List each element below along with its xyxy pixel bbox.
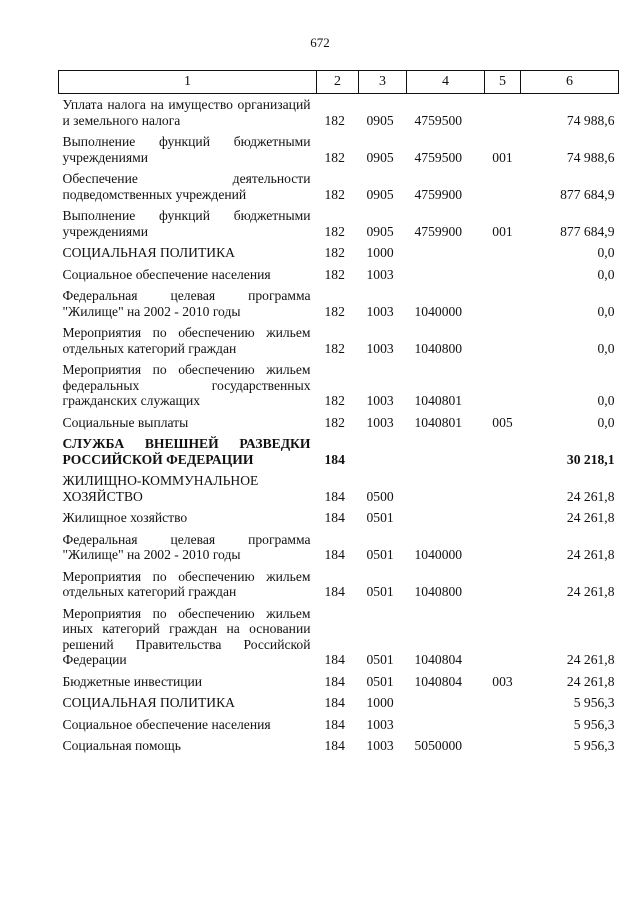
row-amount: 0,0 — [597, 266, 615, 282]
table-row — [59, 507, 619, 529]
row-expense-type — [485, 735, 521, 757]
row-amount: 24 261,8 — [566, 652, 615, 667]
table-header-row — [59, 71, 619, 94]
row-target-code — [407, 692, 485, 714]
column-header-1: 1 — [59, 71, 317, 94]
table-row — [59, 433, 619, 470]
row-amount: 24 261,8 — [566, 673, 615, 689]
row-name: Уплата налога на имущество организаций и земельного налога — [62, 97, 311, 128]
row-section-code: 1003 — [366, 716, 394, 732]
row-section-code: 1000 — [366, 695, 394, 710]
row-admin-code: 184 — [324, 510, 345, 525]
row-expense-type: 003 — [492, 673, 513, 689]
column-header-4: 4 — [407, 71, 485, 94]
row-target-code — [407, 433, 485, 470]
row-target-code: 1040800 — [414, 340, 463, 356]
row-amount: 5 956,3 — [573, 716, 615, 732]
row-name: Мероприятия по обеспечению жильем иных категорий граждан на основании решений Правительства Российской Федерации — [62, 605, 311, 667]
row-section-code: 0905 — [366, 186, 394, 202]
row-name: Бюджетные инвестиции — [62, 673, 203, 689]
row-section-code: 0501 — [366, 547, 394, 562]
column-header-5: 5 — [485, 71, 521, 94]
row-target-code: 1040804 — [414, 652, 463, 667]
row-expense-type — [485, 264, 521, 286]
row-name: СОЦИАЛЬНАЯ ПОЛИТИКА — [62, 245, 235, 260]
row-admin-code: 184 — [324, 738, 345, 753]
row-amount: 30 218,1 — [566, 451, 615, 467]
row-expense-type — [485, 359, 521, 412]
row-admin-code: 182 — [324, 223, 345, 239]
row-name: Мероприятия по обеспечению жильем отдельных категорий граждан — [62, 568, 311, 599]
table-row — [59, 735, 619, 757]
row-section-code: 1003 — [366, 266, 394, 282]
row-amount: 24 261,8 — [566, 547, 615, 562]
row-admin-code: 184 — [324, 652, 345, 667]
row-admin-code: 184 — [324, 584, 345, 599]
row-target-code: 1040000 — [414, 547, 463, 562]
table-row — [59, 671, 619, 693]
table-row — [59, 692, 619, 714]
row-target-code: 4759900 — [414, 186, 463, 202]
row-name: Социальная помощь — [62, 738, 181, 753]
row-expense-type: 001 — [492, 149, 513, 165]
row-admin-code: 182 — [324, 393, 345, 408]
row-name: Обеспечение деятельности подведомственных учреждений — [62, 171, 311, 202]
row-name: СОЦИАЛЬНАЯ ПОЛИТИКА — [62, 695, 235, 710]
row-target-code: 1040801 — [414, 414, 463, 430]
row-section-code — [359, 433, 407, 470]
row-expense-type — [485, 242, 521, 264]
row-target-code — [407, 470, 485, 507]
row-admin-code: 184 — [324, 451, 345, 467]
row-name: Мероприятия по обеспечению жильем федеральных государственных гражданских служащих — [62, 362, 311, 408]
row-expense-type — [485, 529, 521, 566]
row-target-code — [407, 242, 485, 264]
row-target-code: 4759500 — [414, 112, 463, 128]
row-admin-code: 182 — [324, 414, 345, 430]
row-admin-code: 182 — [324, 303, 345, 319]
row-target-code — [407, 507, 485, 529]
row-target-code — [407, 714, 485, 736]
row-name: ЖИЛИЩНО-КОММУНАЛЬНОЕ ХОЗЯЙСТВО — [62, 473, 259, 504]
row-amount: 24 261,8 — [566, 510, 615, 525]
row-admin-code: 184 — [324, 695, 345, 710]
row-section-code: 1003 — [366, 738, 394, 753]
row-name: Выполнение функций бюджетными учреждениями — [62, 208, 311, 239]
budget-table — [58, 70, 619, 757]
row-name: Социальное обеспечение населения — [62, 716, 271, 732]
row-amount: 0,0 — [597, 245, 615, 260]
row-section-code: 1003 — [366, 414, 394, 430]
row-amount: 74 988,6 — [566, 112, 615, 128]
table-row — [59, 242, 619, 264]
row-name: Социальное обеспечение населения — [62, 266, 271, 282]
row-expense-type — [485, 168, 521, 205]
row-section-code: 0501 — [366, 673, 394, 689]
row-section-code: 0905 — [366, 223, 394, 239]
row-amount: 74 988,6 — [566, 149, 615, 165]
row-target-code: 1040804 — [414, 673, 463, 689]
row-amount: 24 261,8 — [566, 488, 615, 504]
column-header-6: 6 — [521, 71, 619, 94]
row-expense-type: 001 — [492, 223, 513, 239]
row-target-code: 1040800 — [414, 584, 463, 599]
row-target-code: 5050000 — [414, 738, 463, 753]
row-section-code: 0501 — [366, 584, 394, 599]
row-amount: 0,0 — [597, 340, 615, 356]
row-amount: 0,0 — [597, 414, 615, 430]
row-admin-code: 182 — [324, 112, 345, 128]
row-expense-type — [485, 714, 521, 736]
table-row — [59, 714, 619, 736]
row-admin-code: 184 — [324, 673, 345, 689]
row-name: Жилищное хозяйство — [62, 510, 188, 525]
row-name: Федеральная целевая программа "Жилище" на 2002 - 2010 годы — [62, 288, 311, 319]
row-admin-code: 182 — [324, 245, 345, 260]
row-admin-code: 182 — [324, 340, 345, 356]
table-row — [59, 205, 619, 242]
table-row — [59, 359, 619, 412]
row-expense-type — [485, 322, 521, 359]
table-row — [59, 285, 619, 322]
row-target-code: 1040000 — [414, 303, 463, 319]
table-row — [59, 603, 619, 671]
row-section-code: 0905 — [366, 149, 394, 165]
column-header-3: 3 — [359, 71, 407, 94]
row-section-code: 0500 — [366, 488, 394, 504]
row-admin-code: 182 — [324, 186, 345, 202]
row-amount: 24 261,8 — [566, 584, 615, 599]
row-section-code: 1003 — [366, 393, 394, 408]
row-section-code: 0501 — [366, 652, 394, 667]
row-admin-code: 184 — [324, 488, 345, 504]
row-target-code — [407, 264, 485, 286]
row-name: СЛУЖБА ВНЕШНЕЙ РАЗВЕДКИ РОССИЙСКОЙ ФЕДЕРАЦИИ — [62, 436, 311, 467]
table-row — [59, 470, 619, 507]
row-section-code: 1003 — [366, 340, 394, 356]
page-number: 672 — [310, 35, 330, 50]
row-expense-type — [485, 94, 521, 132]
row-expense-type — [485, 507, 521, 529]
table-row — [59, 529, 619, 566]
table-row — [59, 322, 619, 359]
row-expense-type — [485, 603, 521, 671]
row-admin-code: 182 — [324, 149, 345, 165]
row-admin-code: 182 — [324, 266, 345, 282]
row-name: Федеральная целевая программа "Жилище" на 2002 - 2010 годы — [62, 531, 311, 562]
row-expense-type: 005 — [492, 414, 513, 430]
row-amount: 5 956,3 — [573, 738, 615, 753]
row-amount: 877 684,9 — [560, 186, 615, 202]
row-section-code: 1003 — [366, 303, 394, 319]
row-expense-type — [485, 566, 521, 603]
row-section-code: 0501 — [366, 510, 394, 525]
row-name: Выполнение функций бюджетными учреждениями — [62, 134, 311, 165]
row-section-code: 0905 — [366, 112, 394, 128]
row-amount: 0,0 — [597, 393, 615, 408]
table-row — [59, 566, 619, 603]
row-expense-type — [485, 692, 521, 714]
row-amount: 877 684,9 — [560, 223, 615, 239]
row-admin-code: 184 — [324, 716, 345, 732]
table-row — [59, 94, 619, 132]
table-row — [59, 168, 619, 205]
row-amount: 5 956,3 — [573, 695, 615, 710]
table-row — [59, 264, 619, 286]
row-name: Мероприятия по обеспечению жильем отдельных категорий граждан — [62, 325, 311, 356]
row-target-code: 4759500 — [414, 149, 463, 165]
row-target-code: 1040801 — [414, 393, 463, 408]
row-expense-type — [485, 470, 521, 507]
row-expense-type — [485, 433, 521, 470]
row-amount: 0,0 — [597, 303, 615, 319]
row-name: Социальные выплаты — [62, 414, 189, 430]
row-section-code: 1000 — [366, 245, 394, 260]
table-row — [59, 412, 619, 434]
table-row — [59, 131, 619, 168]
row-target-code: 4759900 — [414, 223, 463, 239]
row-expense-type — [485, 285, 521, 322]
table-body — [59, 94, 619, 757]
column-header-2: 2 — [317, 71, 359, 94]
row-admin-code: 184 — [324, 547, 345, 562]
